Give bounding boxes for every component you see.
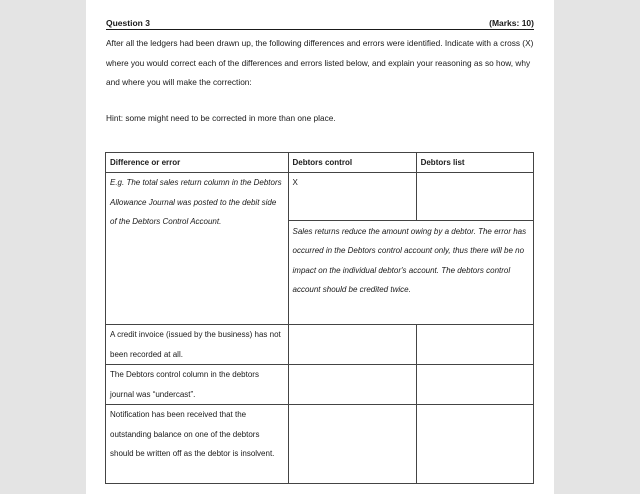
table-header-row	[106, 153, 534, 173]
table-row	[106, 325, 534, 365]
table-row	[106, 405, 534, 484]
example-explanation-cell: Sales returns reduce the amount owing by a debtor. The error has occurred in the Debtors control account only, thus there will be no impact on the individual debtor's account. The debtors control account should be credited twice.	[288, 221, 534, 325]
hint-text: Hint: some might need to be corrected in more than one place.	[106, 113, 336, 123]
error-cell: The Debtors control column in the debtors journal was “undercast”.	[106, 365, 289, 405]
header-difference-or-error: Difference or error	[106, 153, 289, 173]
header-debtors-list: Debtors list	[416, 153, 533, 173]
debtors-list-cell[interactable]	[416, 365, 533, 405]
example-debtors-list-mark[interactable]	[416, 173, 533, 221]
example-debtors-control-mark[interactable]: X	[288, 173, 416, 221]
debtors-control-cell[interactable]	[288, 325, 416, 365]
debtors-control-cell[interactable]	[288, 405, 416, 484]
errors-table	[105, 152, 534, 484]
error-cell: A credit invoice (issued by the business) has not been recorded at all.	[106, 325, 289, 365]
table-row	[106, 365, 534, 405]
question-title: Question 3	[106, 18, 150, 28]
example-row	[106, 173, 534, 221]
debtors-control-cell[interactable]	[288, 365, 416, 405]
example-error-cell: E.g. The total sales return column in the Debtors Allowance Journal was posted to the debit side of the Debtors Control Account.	[106, 173, 289, 325]
header-debtors-control: Debtors control	[288, 153, 416, 173]
question-header	[106, 18, 534, 30]
debtors-list-cell[interactable]	[416, 325, 533, 365]
error-cell: Notification has been received that the outstanding balance on one of the debtors should be written off as the debtor is insolvent.	[106, 405, 289, 484]
instructions-paragraph: After all the ledgers had been drawn up, the following differences and errors were identified. Indicate with a cross (X) where you would correct each of the differences and errors listed below, and explain your reasoning as so how, why and where you will make the correction:	[106, 38, 534, 87]
question-marks: (Marks: 10)	[489, 18, 534, 28]
debtors-list-cell[interactable]	[416, 405, 533, 484]
